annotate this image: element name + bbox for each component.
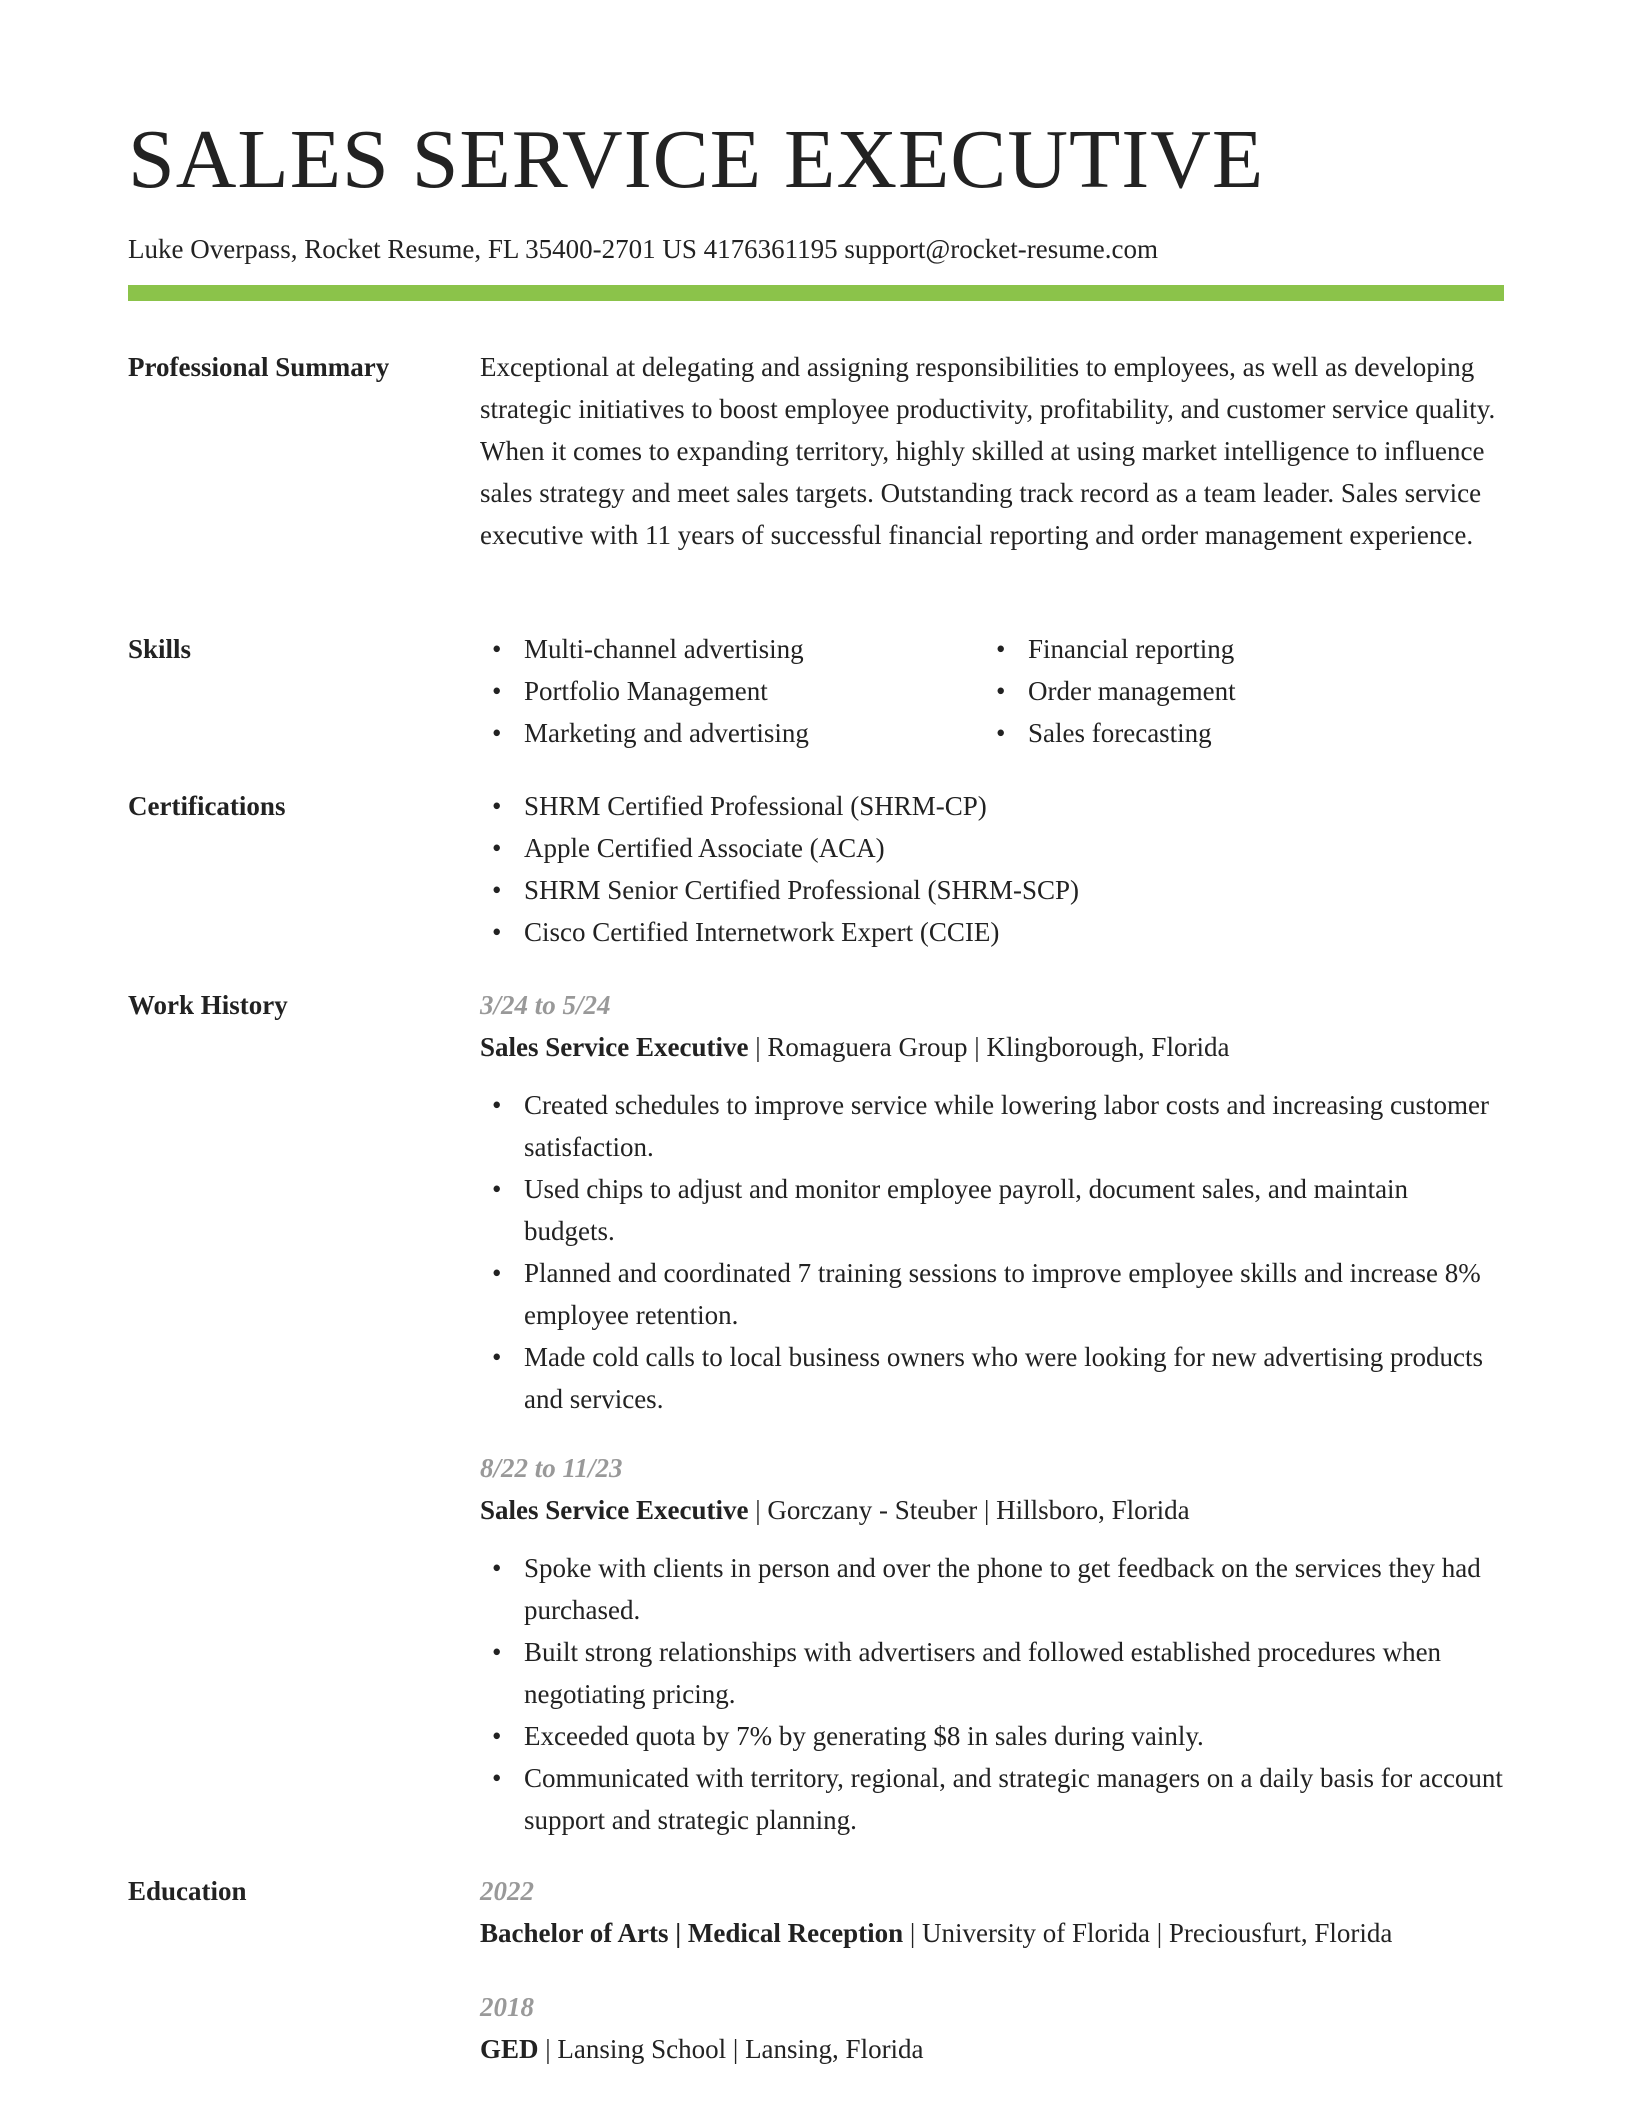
education-year: 2022 bbox=[480, 1876, 534, 1906]
resume-name-heading: SALES SERVICE EXECUTIVE bbox=[128, 113, 1265, 206]
job-details: | Gorczany - Steuber | Hillsboro, Florida bbox=[748, 1495, 1190, 1525]
job-bullet: • Spoke with clients in person and over the phone to get feedback on the services they had purchased. bbox=[480, 1547, 1504, 1631]
education-degree: Bachelor of Arts | Medical Reception bbox=[480, 1918, 904, 1948]
skills-list-left bbox=[480, 628, 984, 754]
job-bullet: • Planned and coordinated 7 training sessions to improve employee skills and increase 8% employee retention. bbox=[480, 1252, 1504, 1336]
education-details: | Lansing School | Lansing, Florida bbox=[538, 2034, 924, 2064]
job-bullet: • Built strong relationships with advertisers and followed established procedures when negotiating pricing. bbox=[480, 1631, 1504, 1715]
job-dates: 8/22 to 11/23 bbox=[480, 1453, 623, 1483]
certifications-list bbox=[480, 785, 1504, 953]
education-year: 2018 bbox=[480, 1992, 534, 2022]
section-label-work-history: Work History bbox=[128, 990, 288, 1020]
accent-divider bbox=[128, 285, 1504, 301]
section-label-education: Education bbox=[128, 1876, 247, 1906]
skill-item: • Portfolio Management bbox=[480, 670, 984, 712]
job-title: Sales Service Executive bbox=[480, 1032, 749, 1062]
job-bullet: • Used chips to adjust and monitor employee payroll, document sales, and maintain budgets. bbox=[480, 1168, 1504, 1252]
skill-item: • Marketing and advertising bbox=[480, 712, 984, 754]
section-label-skills: Skills bbox=[128, 634, 192, 664]
job-entry bbox=[480, 1447, 1504, 1841]
education-details: | University of Florida | Preciousfurt, Florida bbox=[903, 1918, 1393, 1948]
certification-item: • Apple Certified Associate (ACA) bbox=[480, 827, 1504, 869]
certification-item: • SHRM Certified Professional (SHRM-CP) bbox=[480, 785, 1504, 827]
skill-item: • Multi-channel advertising bbox=[480, 628, 984, 670]
job-bullet: • Exceeded quota by 7% by generating $8 in sales during vainly. bbox=[480, 1715, 1504, 1757]
education-line bbox=[480, 1912, 1504, 1954]
job-bullets bbox=[480, 1547, 1504, 1841]
summary-text: Exceptional at delegating and assigning responsibilities to employees, as well as developing strategic initiatives to boost employee productivity, profitability, and customer service quality. When it comes to expanding territory, highly skilled at using market intelligence to influence sales strategy and meet sales targets. Outstanding track record as a team leader. Sales service executive with 11 years of successful financial reporting and order management experience. bbox=[480, 352, 1496, 550]
education-line bbox=[480, 2028, 1504, 2070]
job-dates: 3/24 to 5/24 bbox=[480, 990, 611, 1020]
job-title: Sales Service Executive bbox=[480, 1495, 749, 1525]
job-bullets bbox=[480, 1084, 1504, 1420]
section-label-summary: Professional Summary bbox=[128, 352, 390, 382]
education-entry bbox=[480, 1986, 1504, 2070]
job-bullet: • Communicated with territory, regional, and strategic managers on a daily basis for account support and strategic planning. bbox=[480, 1757, 1504, 1841]
job-details: | Romaguera Group | Klingborough, Florida bbox=[748, 1032, 1230, 1062]
certification-item: • SHRM Senior Certified Professional (SHRM-SCP) bbox=[480, 869, 1504, 911]
education-degree: GED bbox=[480, 2034, 539, 2064]
job-bullet: • Created schedules to improve service while lowering labor costs and increasing customer satisfaction. bbox=[480, 1084, 1504, 1168]
section-label-certifications: Certifications bbox=[128, 791, 286, 821]
job-title-line bbox=[480, 1026, 1504, 1068]
skill-item: • Financial reporting bbox=[984, 628, 1488, 670]
certification-item: • Cisco Certified Internetwork Expert (CCIE) bbox=[480, 911, 1504, 953]
contact-line: Luke Overpass, Rocket Resume, FL 35400-2701 US 4176361195 support@rocket-resume.com bbox=[128, 234, 1158, 264]
skills-list-right bbox=[984, 628, 1488, 754]
job-bullet: • Made cold calls to local business owners who were looking for new advertising products and services. bbox=[480, 1336, 1504, 1420]
job-title-line bbox=[480, 1489, 1504, 1531]
education-entry bbox=[480, 1870, 1504, 1954]
skill-item: • Order management bbox=[984, 670, 1488, 712]
skill-item: • Sales forecasting bbox=[984, 712, 1488, 754]
job-entry bbox=[480, 984, 1504, 1420]
